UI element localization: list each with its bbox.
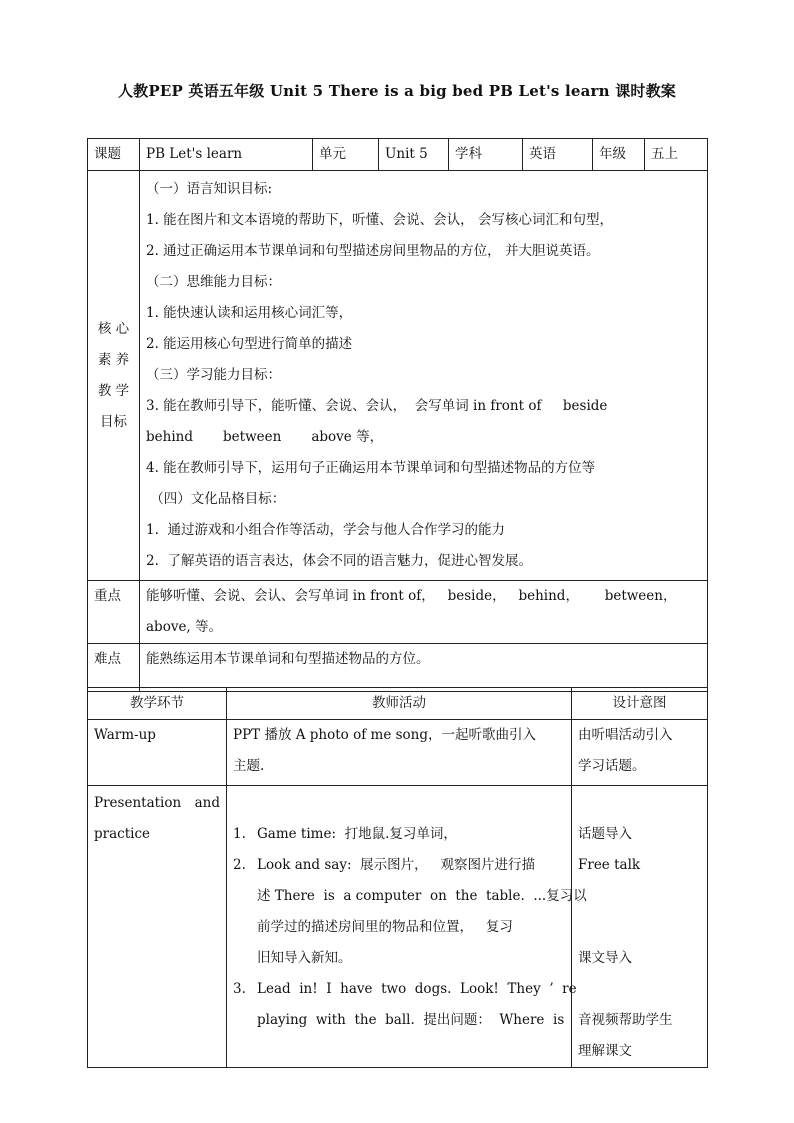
activity-item [233,819,565,850]
activity-item-line: 旧知导入新知。 [257,950,352,966]
intent-line [578,881,701,912]
objective-line: 4. 能在教师引导下，运用句子正确运用本节课单词和句型描述物品的方位等 [146,460,596,476]
presentation-row [88,786,708,1068]
warmup-intent-line: 学习话题。 [578,758,646,774]
objective-line: 1. 通过游戏和小组合作等活动，学会与他人合作学习的能力 [146,522,505,538]
warmup-activity-line: 主题. [233,758,265,774]
difficulty-content: 能熟练运用本节课单词和句型描述物品的方位。 [140,644,708,692]
activity-item-line: Lead in! I have two dogs. Look! They ’ re [257,981,577,997]
objective-line: （二）思维能力目标： [146,274,281,290]
intent-line: 理解课文 [578,1043,632,1059]
activity-item-number: 2. [233,857,246,873]
activity-item-line: 前学过的描述房间里的物品和位置， 复习 [257,919,513,935]
activity-item-text [257,819,565,850]
activity-item [233,850,587,974]
core-label-line: 素 养 [97,351,130,368]
activity-item-text [257,974,577,1036]
core-objectives-row [88,171,708,581]
core-label-line: 核 心 [97,320,130,337]
unit-value: Unit 5 [379,139,449,171]
activity-item-line: Game time: 打地鼠.复习单词， [257,826,457,842]
difficulty-row [88,644,708,692]
objective-line: 1. 能在图片和文本语境的帮助下，听懂、会说、会认， 会写核心词汇和句型， [146,212,613,228]
intent-line: 课文导入 [578,950,632,966]
presentation-stage-line2: practice [94,826,150,842]
objective-line: 3. 能在教师引导下，能听懂、会说、会认， 会写单词 in front of beside [146,398,608,414]
presentation-stage-word: Presentation [94,795,182,811]
activity-item-line: 述 There is a computer on the table. ...复习以 [257,888,587,904]
warmup-activity-line: PPT 播放 A photo of me song，一起听歌曲引入 [233,727,536,743]
activity-item-number: 3. [233,981,246,997]
warmup-activity [227,720,572,786]
activity-item-text [257,850,587,974]
presentation-activity [227,786,587,1068]
key-points-line: above, 等。 [146,619,223,635]
activity-item-line: playing with the ball. 提出问题： Where is [257,1012,565,1028]
objectives-table [87,138,708,692]
warmup-stage: Warm-up [88,720,227,786]
activity-item-line: Look and say: 展示图片， 观察图片进行描 [257,857,535,873]
objective-line: （三）学习能力目标： [146,367,281,383]
subject-value: 英语 [523,139,593,171]
objective-line: （四）文化品格目标： [146,491,286,507]
objective-line: 1. 能快速认读和运用核心词汇等， [146,305,353,321]
core-label-line: 目标 [100,413,127,430]
objective-line: 2. 通过正确运用本节课单词和句型描述房间里物品的方位， 并大胆说英语。 [146,243,600,259]
objective-line: 2. 能运用核心句型进行简单的描述 [146,336,353,352]
warmup-intent [572,720,708,786]
key-points-line: 能够听懂、会说、会认、会写单词 in front of， beside， behind， between， [146,588,677,604]
presentation-intent [572,786,708,1068]
process-header-row [88,688,708,720]
activity-item-number: 1. [233,826,246,842]
core-objectives-content [140,171,708,581]
presentation-stage [88,786,227,1068]
process-table [87,687,708,1068]
presentation-stage-line [94,788,220,819]
intent-line: 音视频帮助学生 [578,1012,673,1028]
intent-line [578,912,701,943]
activity-item [233,974,577,1036]
header-row [88,139,708,171]
core-objectives-label [88,171,140,581]
intent-line [578,974,701,1005]
warmup-intent-line: 由听唱活动引入 [578,727,673,743]
intent-line: Free talk [578,857,641,873]
key-points-label: 重点 [88,581,140,644]
lesson-label: 课题 [88,139,140,171]
stage-header: 教学环节 [88,688,227,720]
warmup-row [88,720,708,786]
difficulty-label: 难点 [88,644,140,692]
key-points-content [140,581,708,644]
document-title: 人教PEP 英语五年级 Unit 5 There is a big bed PB Let's learn 课时教案 [117,82,676,100]
objective-line: 2. 了解英语的语言表达，体会不同的语言魅力，促进心智发展。 [146,553,532,569]
objective-line: behind between above 等， [146,429,384,445]
key-points-row [88,581,708,644]
subject-label: 学科 [449,139,523,171]
core-label-line: 教 学 [97,382,130,399]
intent-header: 设计意图 [572,688,708,720]
grade-value: 五上 [645,139,708,171]
grade-label: 年级 [593,139,645,171]
objective-line: （一）语言知识目标: [146,181,273,197]
lesson-value: PB Let's learn [140,139,313,171]
activity-header: 教师活动 [227,688,572,720]
intent-line: 话题导入 [578,826,632,842]
unit-label: 单元 [313,139,379,171]
presentation-stage-word: and [194,795,220,811]
